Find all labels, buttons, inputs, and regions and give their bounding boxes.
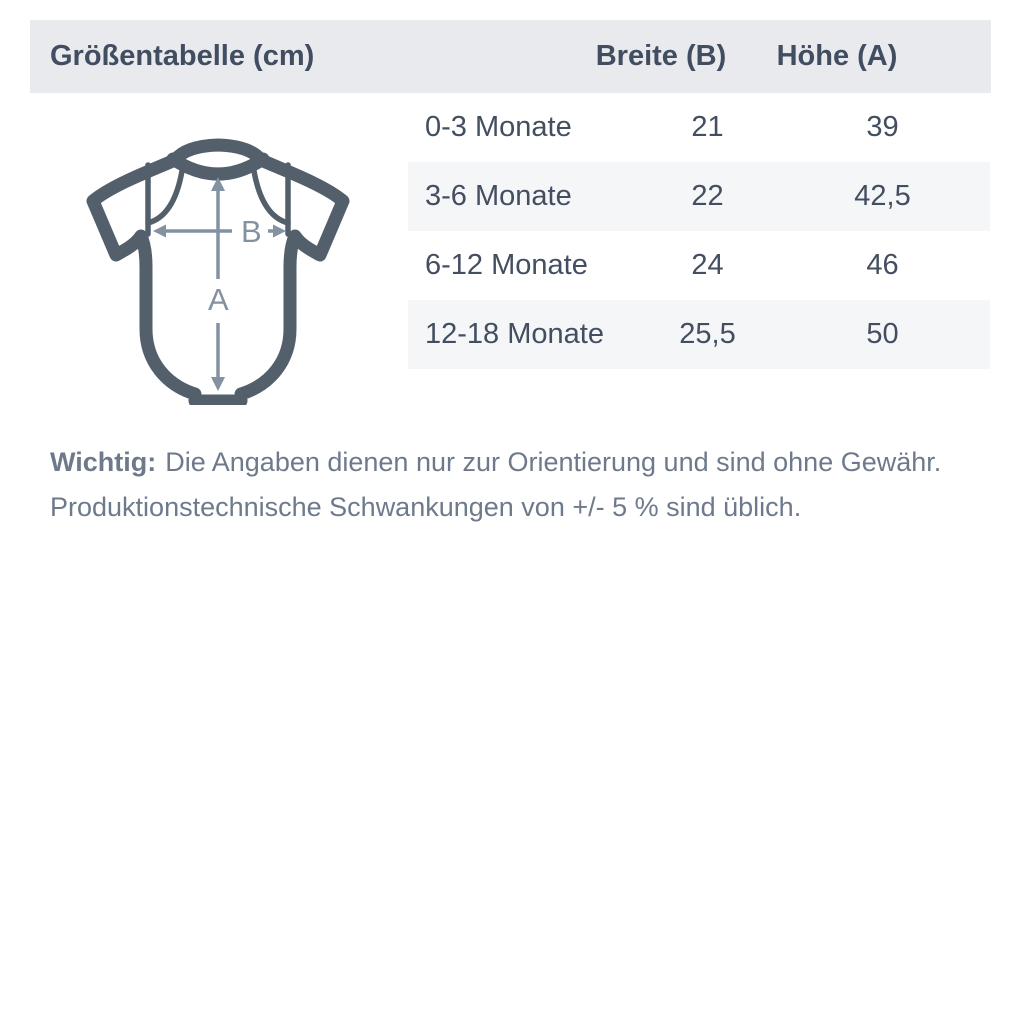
note-important-label: Wichtig: xyxy=(50,447,157,477)
note-line-1 xyxy=(50,440,980,485)
size-label: 0-3 Monate xyxy=(425,111,572,143)
height-value: 50 xyxy=(866,318,899,350)
width-label: B xyxy=(241,214,262,249)
table-row xyxy=(408,162,990,231)
table-row xyxy=(408,300,990,369)
size-label: 6-12 Monate xyxy=(425,249,588,281)
table-row xyxy=(408,93,990,162)
height-value: 42,5 xyxy=(854,180,911,212)
baby-bodysuit-icon xyxy=(85,133,350,405)
size-table-rows xyxy=(408,93,990,369)
size-label: 12-18 Monate xyxy=(425,318,604,350)
size-label: 3-6 Monate xyxy=(425,180,572,212)
column-header-width: Breite (B) xyxy=(595,40,727,72)
note-line-2: Produktionstechnische Schwankungen von +/- 5 % sind üblich. xyxy=(50,492,802,522)
table-row xyxy=(408,231,990,300)
width-value: 24 xyxy=(691,249,724,281)
height-value: 46 xyxy=(866,249,899,281)
width-value: 21 xyxy=(691,111,724,143)
height-value: 39 xyxy=(866,111,899,143)
table-title: Größentabelle (cm) xyxy=(50,40,315,72)
note-text-1: Die Angaben dienen nur zur Orientierung und sind ohne Gewähr. xyxy=(165,447,942,477)
height-label: A xyxy=(208,282,229,317)
table-header-band xyxy=(30,20,991,93)
width-value: 22 xyxy=(691,180,724,212)
column-header-height: Höhe (A) xyxy=(776,40,898,72)
disclaimer-note xyxy=(50,440,980,530)
bodysuit-measurement-diagram xyxy=(85,133,350,405)
width-value: 25,5 xyxy=(679,318,736,350)
